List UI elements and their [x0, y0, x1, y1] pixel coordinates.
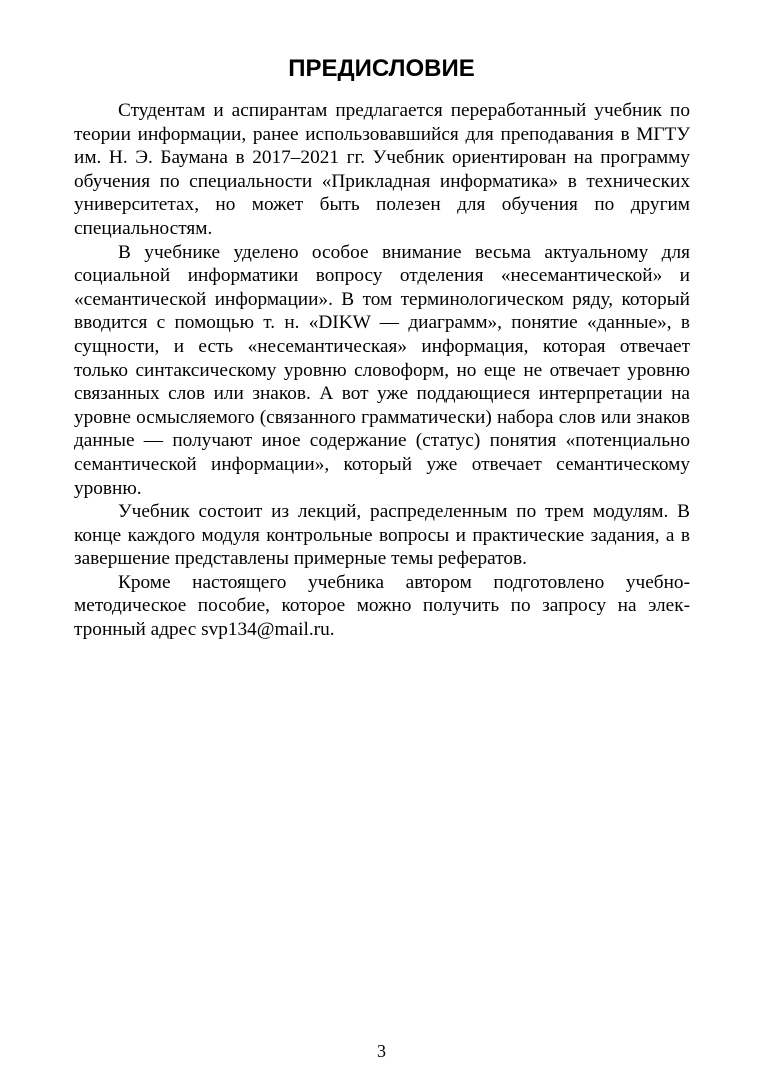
preface-body: [74, 99, 690, 642]
page-title: ПРЕДИСЛОВИЕ: [288, 55, 475, 82]
paragraph: Студентам и аспирантам предлагается переработанный учебник по теории информации, ранее использовавшийся для преподавания в МГТУ им. Н. Э. Баумана в 2017–2021 гг. Учебник ориентирован на программу обучения по специальности «Прикладная информатика» в технических университетах, но может быть полезен для обучения по другим специальностям.: [74, 100, 690, 239]
paragraph: Кроме настоящего учебника автором подготовлено учебно-методическое пособие, которое можно получить по запросу на электронный адрес svp134@mail.ru.: [74, 571, 690, 641]
paragraph: В учебнике уделено особое внимание весьма актуальному для социальной информатики вопросу отделения «несемантической» и «семантической информации». В том терминологическом ряду, который вводится с помощью т. н. «DIKW — диаграмм», понятие «данные», в сущности, и есть «несемантическая» информация, которая отвечает только синтаксическому уровню словоформ, но еще не отвечает уровню связанных слов или знаков. А вот уже поддающиеся интерпретации на уровне осмысляемого (связанного грамматически) набора слов или знаков данные — получают иное содержание (статус) понятия «потенциально семантической информации», который уже отвечает семантическому уровню.: [74, 241, 690, 499]
page-number: 3: [377, 1041, 386, 1061]
paragraph: Учебник состоит из лекций, распределенным по трем модулям. В конце каждого модуля контрольные вопросы и практические задания, а в завершение представлены примерные темы рефератов.: [74, 501, 690, 570]
